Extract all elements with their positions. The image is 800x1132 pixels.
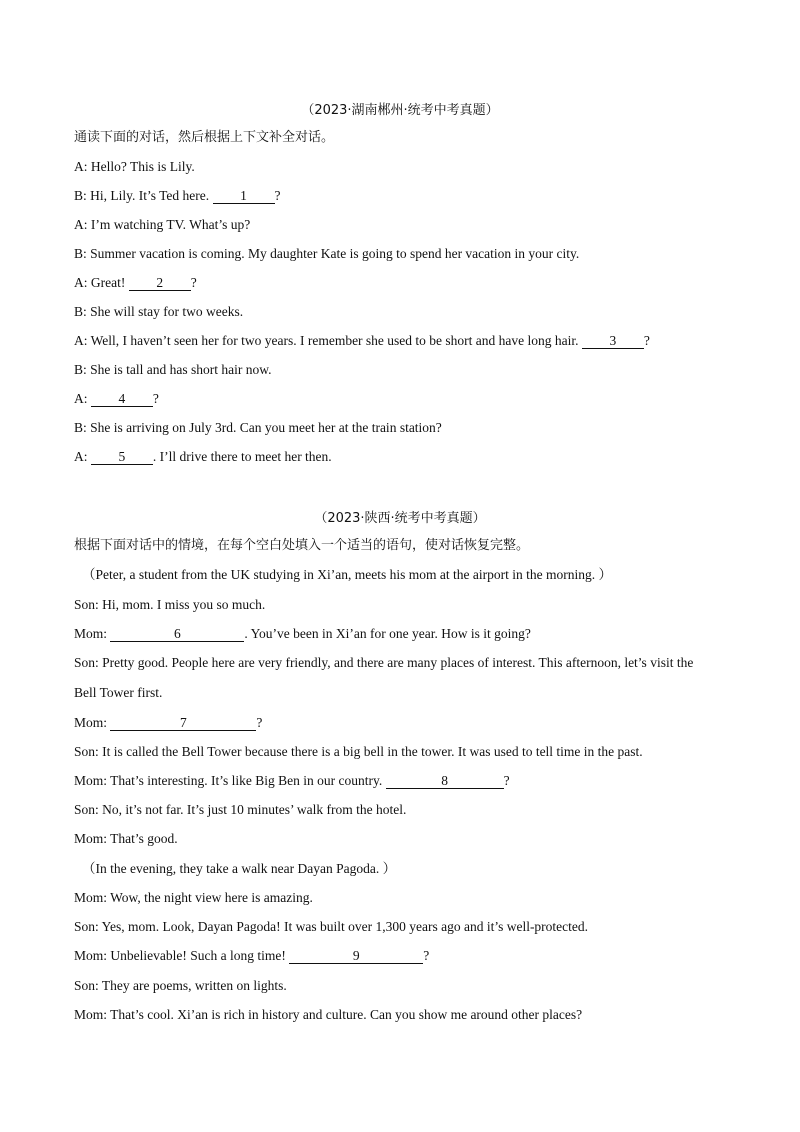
dialogue-line: Son: Pretty good. People here are very friendly, and there are many places of interest. This afternoon, let’s visit the xyxy=(74,655,694,670)
section1-instruction: 通读下面的对话，然后根据上下文补全对话。 xyxy=(74,130,335,145)
dialogue-line: Son: Hi, mom. I miss you so much. xyxy=(74,597,266,612)
dialogue-line: A: 5 . I’ll drive there to meet her then. xyxy=(74,449,332,464)
dialogue-line: Mom: Unbelievable! Such a long time! 9 ? xyxy=(74,948,430,963)
dialogue-line: Mom: 7 ? xyxy=(74,715,263,730)
dialogue-line: A: I’m watching TV. What’s up? xyxy=(74,217,251,232)
answer-blank-8[interactable]: 8 xyxy=(386,773,504,789)
dialogue-line: B: She will stay for two weeks. xyxy=(74,304,244,319)
dialogue-line: Son: No, it’s not far. It’s just 10 minutes’ walk from the hotel. xyxy=(74,802,407,817)
answer-blank-4[interactable]: 4 xyxy=(91,391,153,407)
dialogue-line: Son: It is called the Bell Tower because there is a big bell in the tower. It was used to tell time in the past. xyxy=(74,744,643,759)
answer-blank-3[interactable]: 3 xyxy=(582,333,644,349)
answer-blank-1[interactable]: 1 xyxy=(213,188,275,204)
dialogue-line: B: She is tall and has short hair now. xyxy=(74,362,272,377)
dialogue-line: Mom: That’s good. xyxy=(74,831,178,846)
section2-source: （2023·陕西·统考中考真题） xyxy=(314,511,486,526)
answer-blank-6[interactable]: 6 xyxy=(110,626,244,642)
dialogue-line: A: Hello? This is Lily. xyxy=(74,159,195,174)
dialogue-line: B: Hi, Lily. It’s Ted here. 1 ? xyxy=(74,188,281,203)
dialogue-line: Mom: That’s interesting. It’s like Big Ben in our country. 8 ? xyxy=(74,773,510,788)
dialogue-line: Bell Tower first. xyxy=(74,685,163,700)
answer-blank-7[interactable]: 7 xyxy=(110,715,256,731)
dialogue-line: A: 4 ? xyxy=(74,391,159,406)
answer-blank-5[interactable]: 5 xyxy=(91,449,153,465)
dialogue-line: Son: They are poems, written on lights. xyxy=(74,978,287,993)
dialogue-line: Mom: That’s cool. Xi’an is rich in history and culture. Can you show me around other places? xyxy=(74,1007,583,1022)
dialogue-line: A: Great! 2 ? xyxy=(74,275,197,290)
dialogue-line: Son: Yes, mom. Look, Dayan Pagoda! It was built over 1,300 years ago and it’s well-protected. xyxy=(74,919,589,934)
answer-blank-2[interactable]: 2 xyxy=(129,275,191,291)
dialogue-line: Mom: Wow, the night view here is amazing. xyxy=(74,890,313,905)
scene-direction: （In the evening, they take a walk near Dayan Pagoda. ） xyxy=(82,861,397,876)
section2-instruction: 根据下面对话中的情境，在每个空白处填入一个适当的语句，使对话恢复完整。 xyxy=(74,538,530,553)
dialogue-line: B: She is arriving on July 3rd. Can you meet her at the train station? xyxy=(74,420,442,435)
scene-direction: （Peter, a student from the UK studying in Xi’an, meets his mom at the airport in the morning. ） xyxy=(82,567,612,582)
dialogue-line: Mom: 6 . You’ve been in Xi’an for one year. How is it going? xyxy=(74,626,531,641)
answer-blank-9[interactable]: 9 xyxy=(289,948,423,964)
section1-source: （2023·湖南郴州·统考中考真题） xyxy=(301,103,499,118)
dialogue-line: B: Summer vacation is coming. My daughter Kate is going to spend her vacation in your city. xyxy=(74,246,580,261)
dialogue-line: A: Well, I haven’t seen her for two years. I remember she used to be short and have long hair. 3 ? xyxy=(74,333,650,348)
